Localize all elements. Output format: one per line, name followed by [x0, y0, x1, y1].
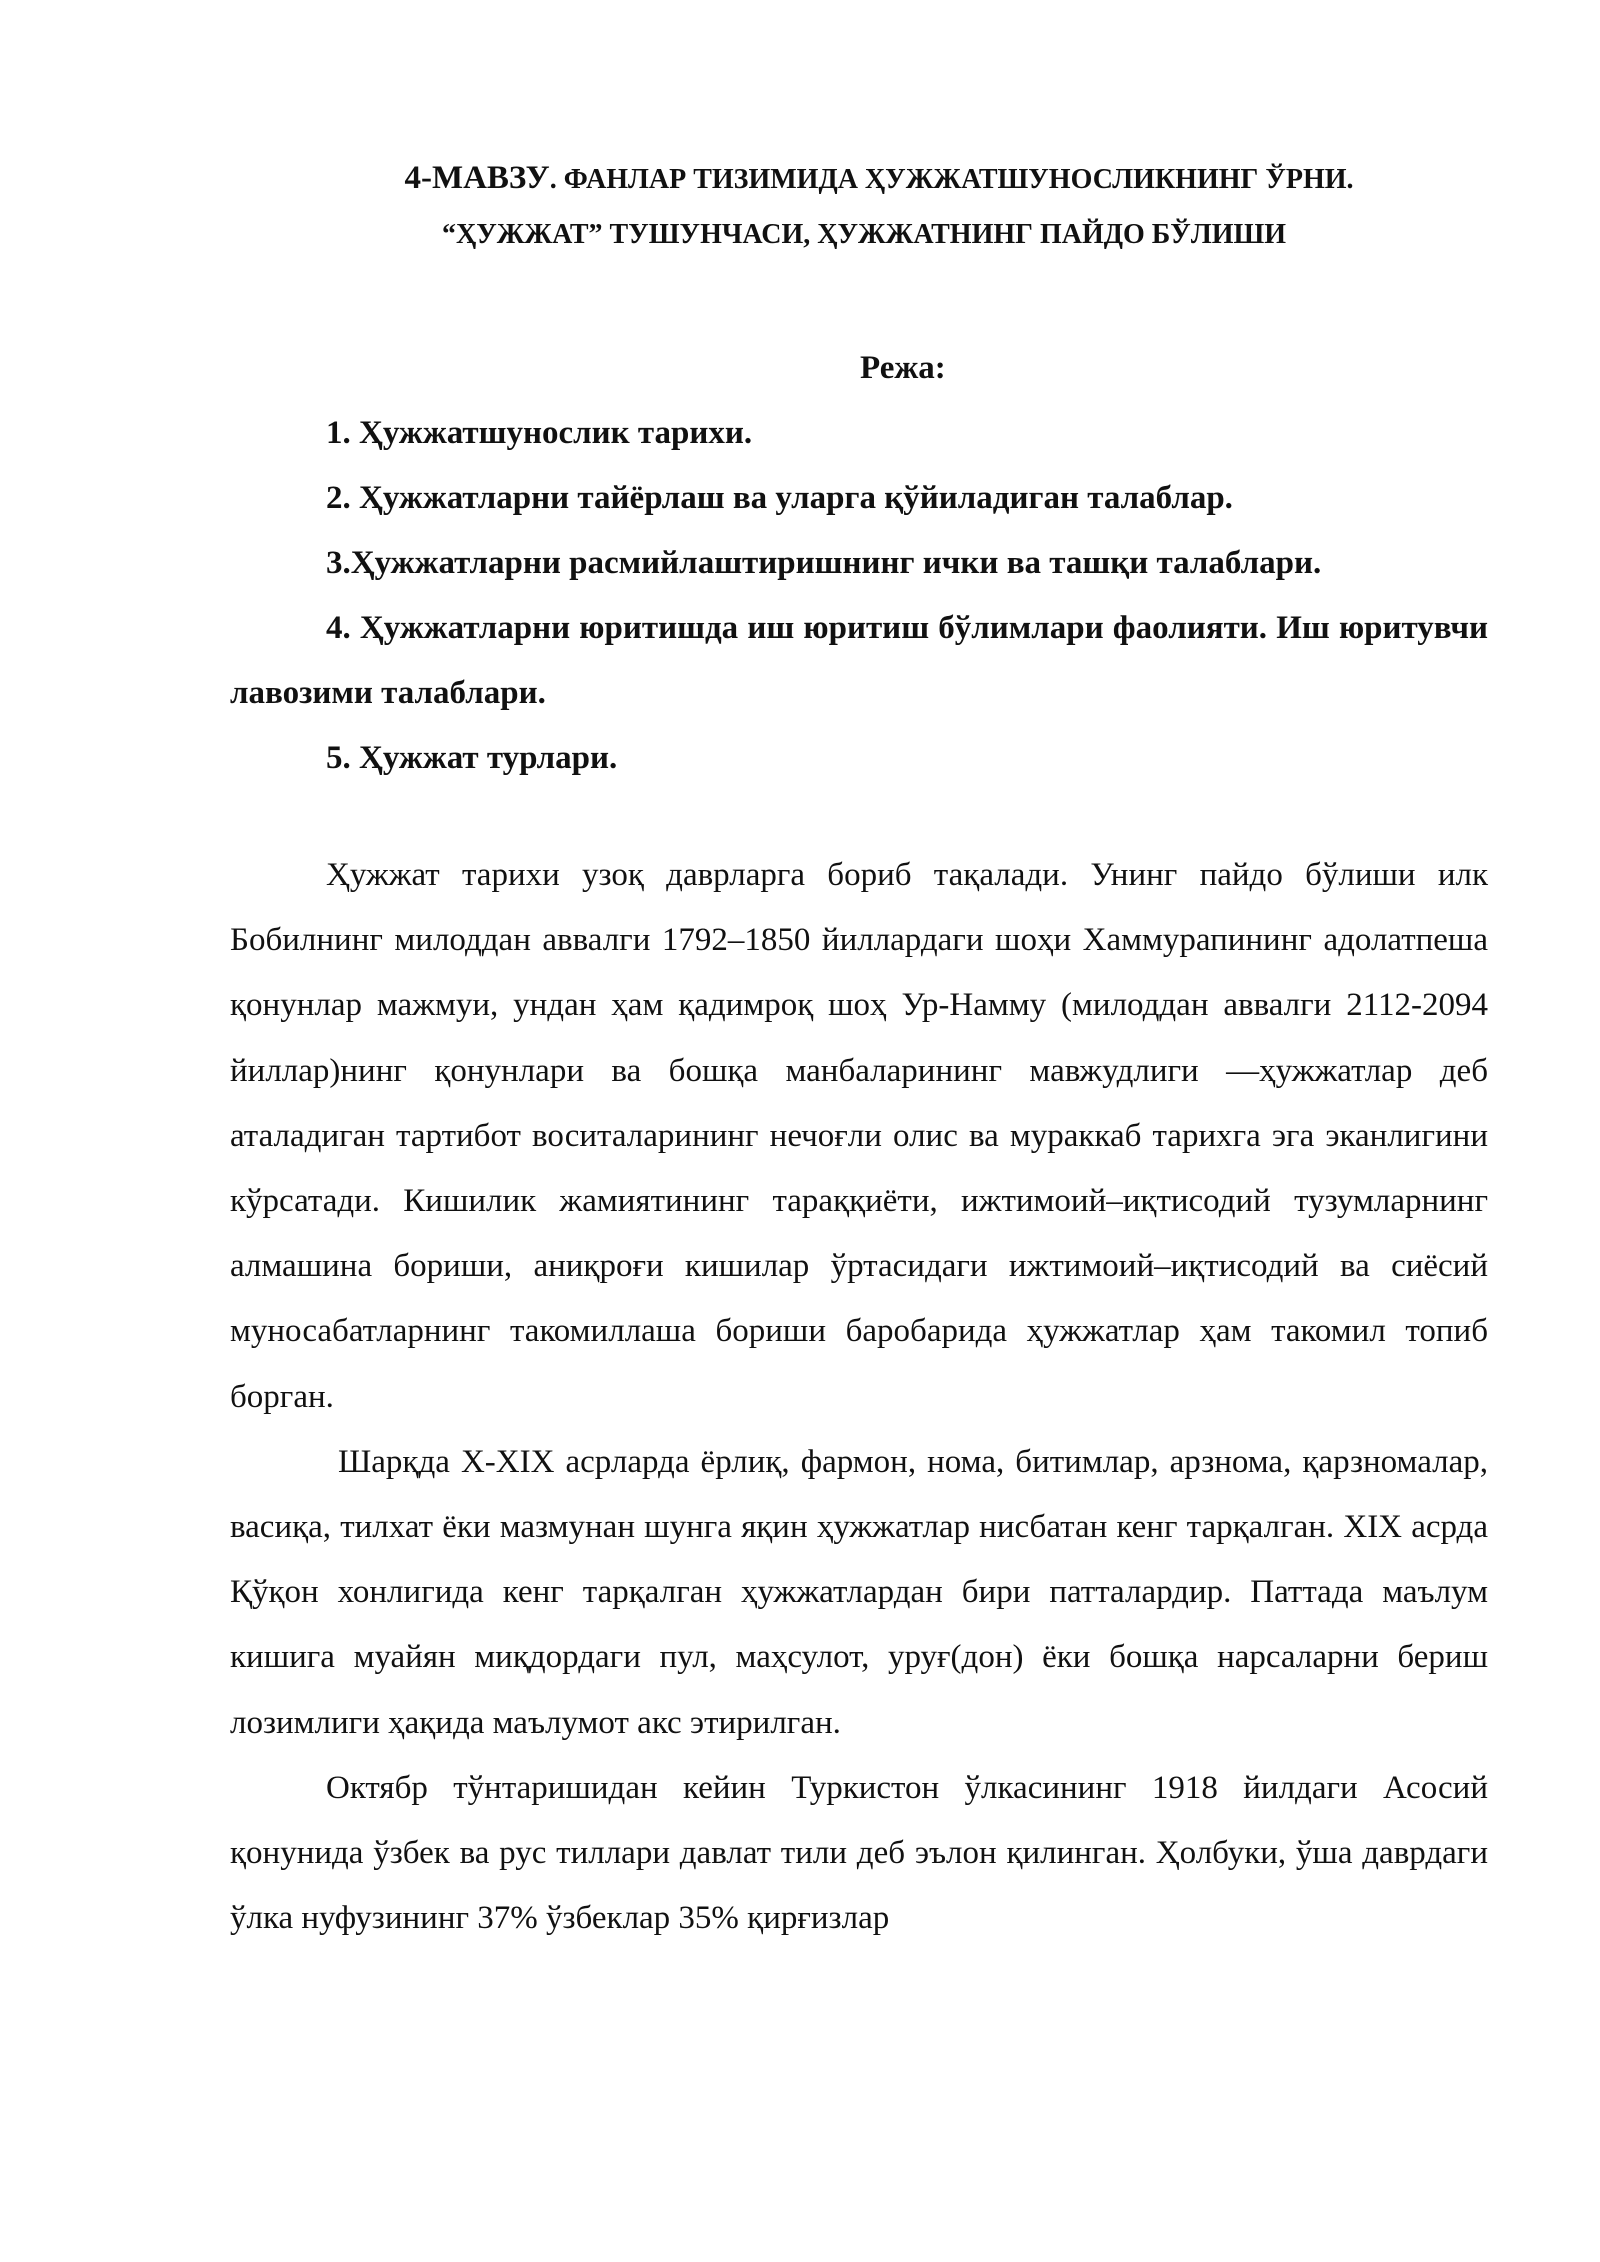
paragraph: Октябр тўнтаришидан кейин Туркистон ўлкасининг 1918 йилдаги Асосий қонунида ўзбек ва рус тиллари давлат тили деб эълон қилинган. Ҳолбуки, ўша даврдаги ўлка нуфузининг 37% ўзбеклар 35% қирғизлар: [230, 1769, 1488, 1937]
plan-item: 4. Ҳужжатларни юритишда иш юритиш бўлимлари фаолияти. Иш юритувчи лавозими талаблари.: [230, 610, 1488, 711]
paragraph: Шарқда X-XIX асрларда ёрлиқ, фармон, нома, битимлар, арзнома, қарзномалар, васиқа, тилхат ёки мазмунан шунга яқин ҳужжатлар нисбатан кенг тарқалган. XIX асрда Қўқон хонлигида кенг тарқалган ҳужжатлардан бири патталардир. Паттада маълум кишига муайян миқдордаги пул, маҳсулот, уруғ(дон) ёки бошқа нарсаларни бериш лозимлиги ҳақида маълумот акс этирилган.: [230, 1443, 1488, 1741]
plan-item: 5. Ҳужжат турлари.: [326, 740, 618, 776]
plan-item: 2. Ҳужжатларни тайёрлаш ва уларга қўйиладиган талаблар.: [326, 480, 1233, 516]
topic-label: 4-МАВЗУ: [404, 160, 550, 196]
plan-item: 1. Ҳужжатшунослик тарихи.: [326, 415, 753, 451]
paragraph: Ҳужжат тарихи узоқ даврларга бориб тақалади. Унинг пайдо бўлиши илк Бобилнинг милоддан аввалги 1792–1850 йиллардаги шоҳи Хаммурапининг адолатпеша қонунлар мажмуи, ундан ҳам қадимроқ шоҳ Ур-Намму (милоддан аввалги 2112-2094 йиллар)нинг қонунлари ва бошқа манбаларининг мавжудлиги —ҳужжатлар деб аталадиган тартибот воситаларининг нечоғли олис ва мураккаб тарихга эга эканлигини кўрсатади. Кишилик жамиятининг тараққиёти, ижтимоий–иқтисодий тузумларнинг алмашина бориши, аниқроғи кишилар ўртасидаги ижтимоий–иқтисодий ва сиёсий муносабатларнинг такомиллаша бориши баробарида ҳужжатлар ҳам такомил топиб борган.: [230, 857, 1488, 1415]
body-text: [230, 843, 1488, 1951]
plan-heading: Режа:: [860, 350, 946, 386]
document-content: [230, 150, 1488, 1951]
plan-list: [230, 401, 1488, 791]
plan-item: 3.Ҳужжатларни расмийлаштиришнинг ички ва ташқи талаблари.: [326, 545, 1322, 581]
topic-subtitle: “ҲУЖЖАТ” ТУШУНЧАСИ, ҲУЖЖАТНИНГ ПАЙДО БЎЛИШИ: [441, 219, 1287, 250]
document-title: [230, 150, 1488, 262]
topic-title: . ФАНЛАР ТИЗИМИДА ҲУЖЖАТШУНОСЛИКНИНГ ЎРНИ.: [549, 164, 1354, 195]
